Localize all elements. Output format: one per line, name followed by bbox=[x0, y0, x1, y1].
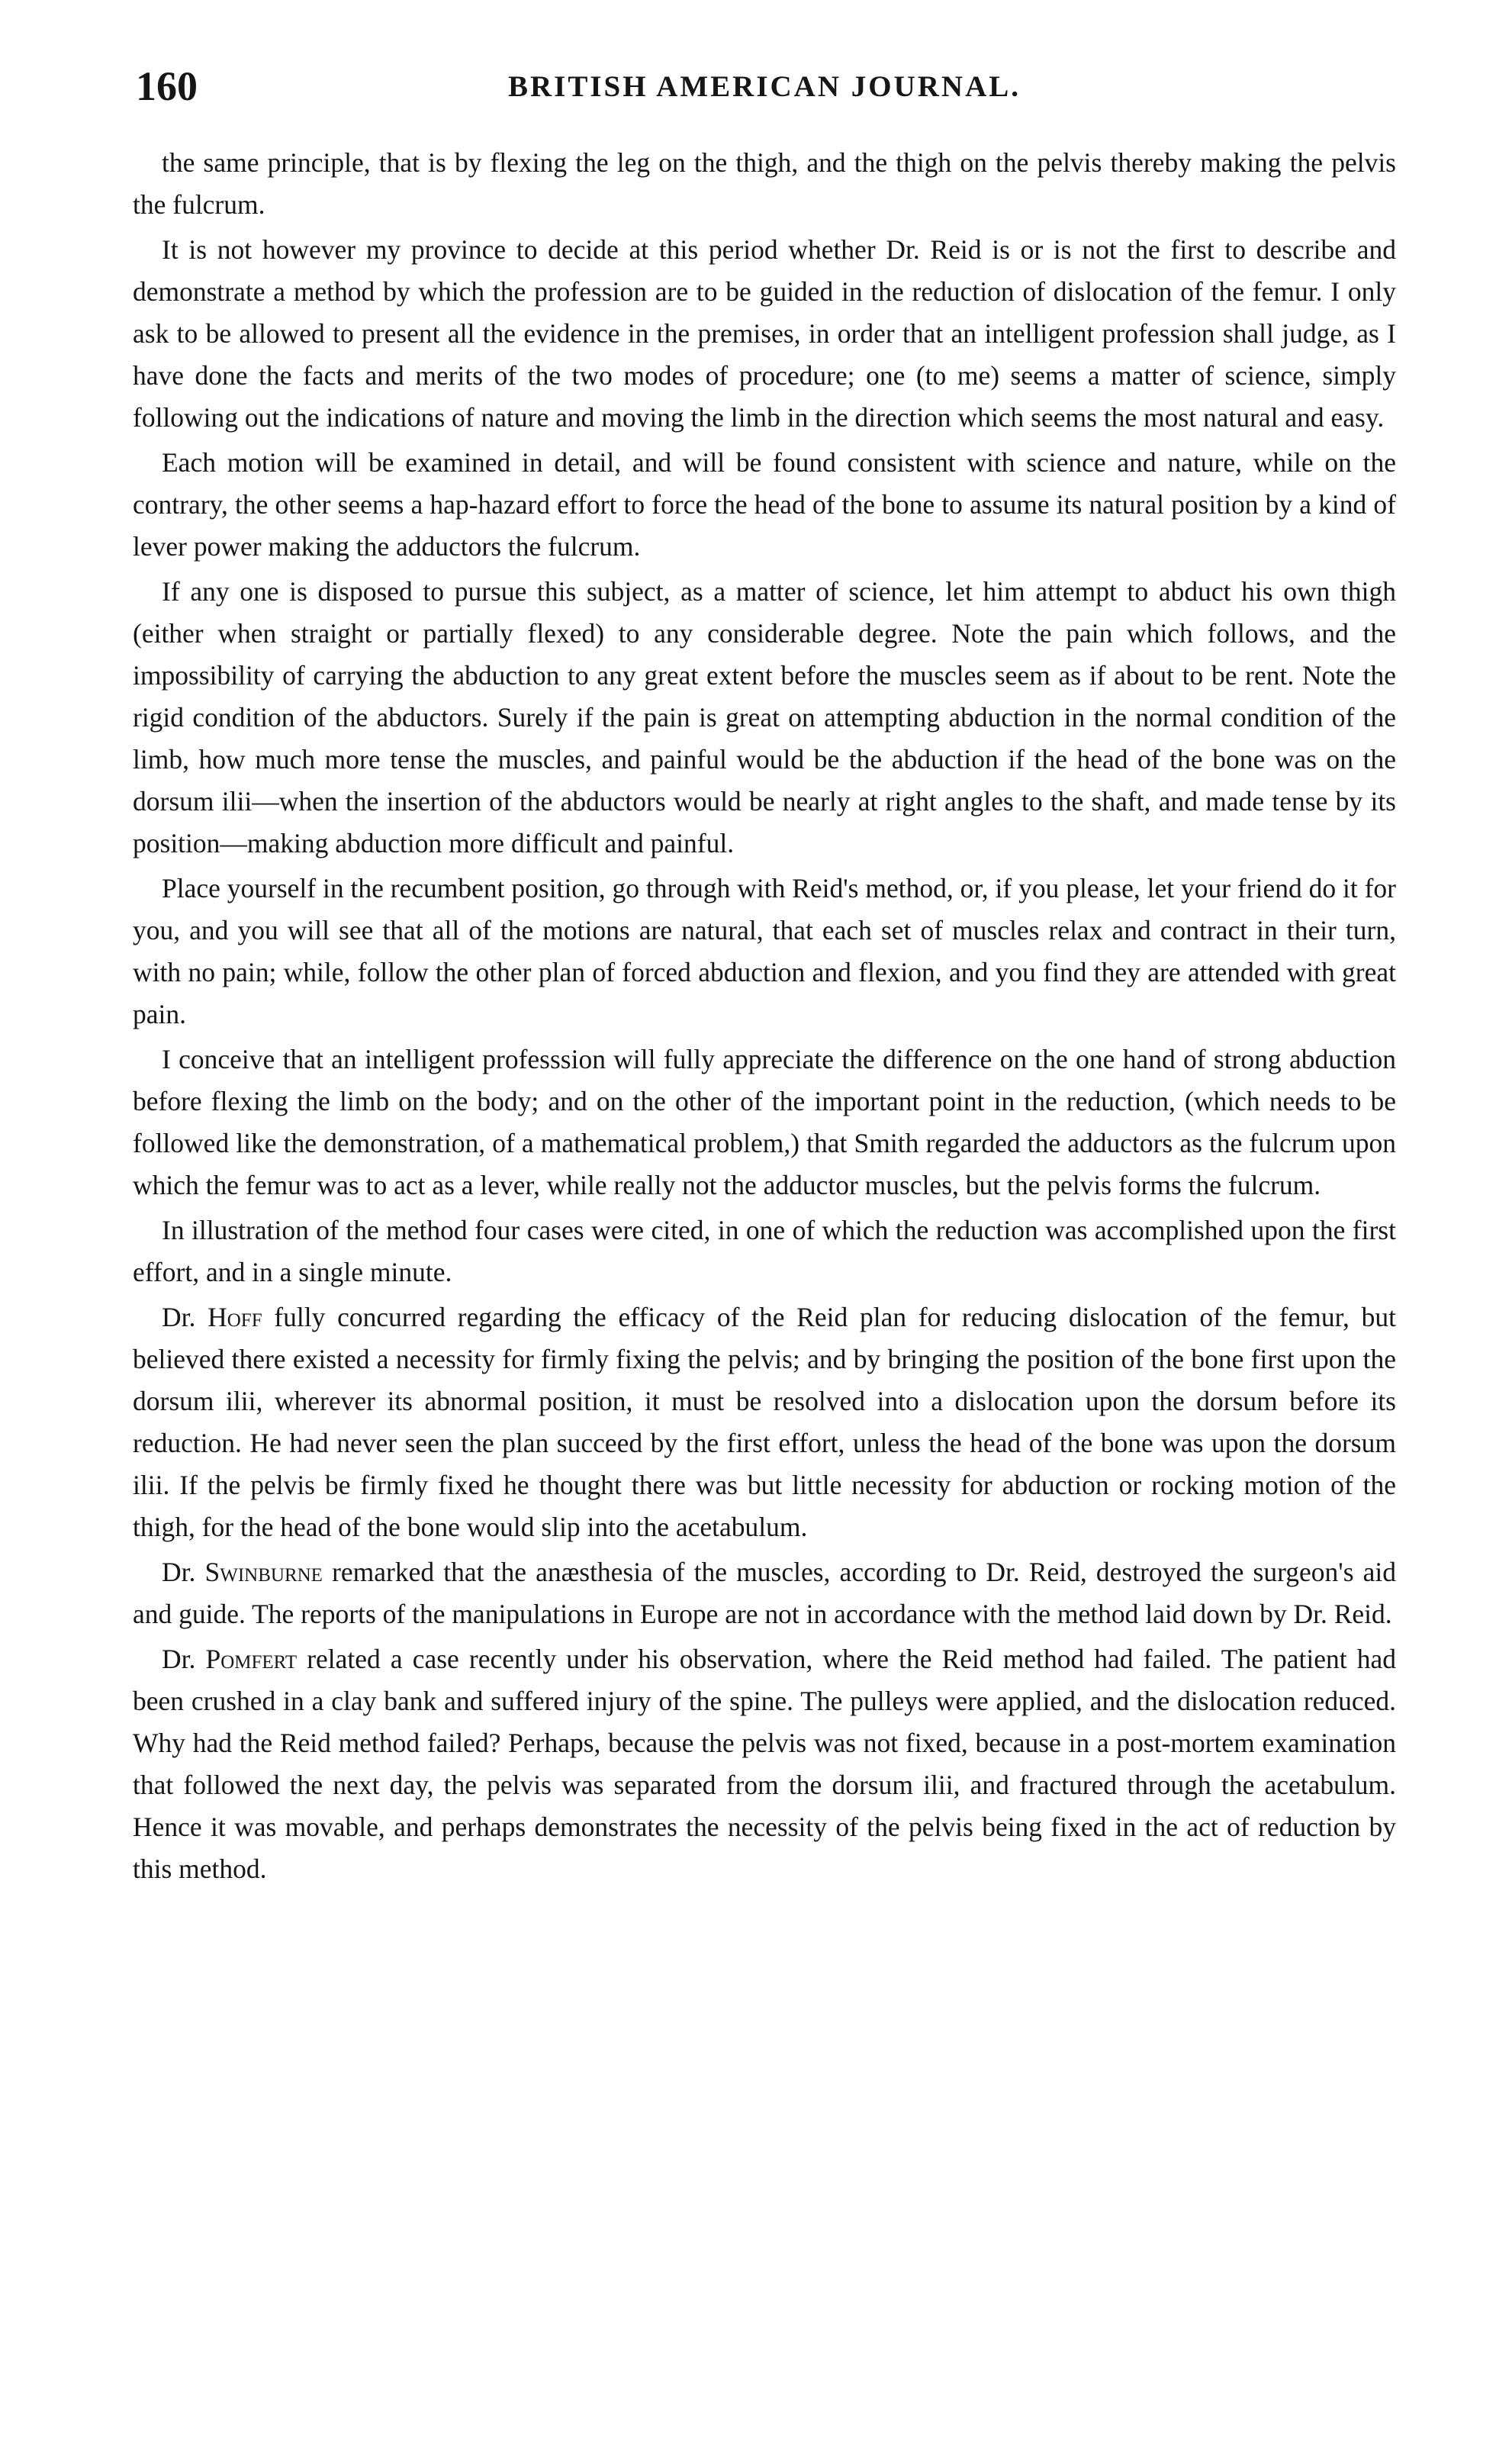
paragraph-text: In illustration of the method four cases were cited, in one of which the reduction was accomplished upon the first effort, and in a single minute. bbox=[133, 1215, 1396, 1287]
speaker-name: Swinburne bbox=[204, 1557, 323, 1587]
paragraph-text: the same principle, that is by flexing the leg on the thigh, and the thigh on the pelvis thereby making the pelvis the fulcrum. bbox=[133, 147, 1396, 220]
paragraph-text: remarked that the anæsthesia of the muscles, according to Dr. Reid, destroyed the surgeon's aid and guide. The reports of the manipulations in Europe are not in accordance with the method laid down by Dr. Reid. bbox=[133, 1557, 1396, 1629]
paragraph-text: Each motion will be examined in detail, and will be found consistent with science and nature, while on the contrary, the other seems a hap-hazard effort to force the head of the bone to assume its natural position by a kind of lever power making the adductors the fulcrum. bbox=[133, 447, 1396, 562]
paragraph-4 bbox=[133, 571, 1396, 865]
speaker-name: Pomfert bbox=[205, 1644, 298, 1674]
speaker-prefix: Dr. bbox=[162, 1302, 208, 1332]
paragraph-1 bbox=[133, 142, 1396, 226]
paragraph-6 bbox=[133, 1039, 1396, 1206]
paragraph-5 bbox=[133, 868, 1396, 1035]
paragraph-text: If any one is disposed to pursue this subject, as a matter of science, let him attempt to abduct his own thigh (either when straight or partially flexed) to any considerable degree. Note the pain which follows, and the impossibility of carrying the abduction to any great extent before the muscles seem as if about to be rent. Note the rigid condition of the abductors. Surely if the pain is great on attempting abduction in the normal condition of the limb, how much more tense the muscles, and painful would be the abduction if the head of the bone was on the dorsum ilii—when the insertion of the abductors would be nearly at right angles to the shaft, and made tense by its position—making abduction more difficult and painful. bbox=[133, 576, 1396, 858]
paragraph-text: Place yourself in the recumbent position, go through with Reid's method, or, if you please, let your friend do it for you, and you will see that all of the motions are natural, that each set of muscles relax and contract in their turn, with no pain; while, follow the other plan of forced abduction and flexion, and you find they are attended with great pain. bbox=[133, 873, 1396, 1029]
paragraph-10 bbox=[133, 1638, 1396, 1890]
page-number: 160 bbox=[136, 63, 198, 109]
paragraph-3 bbox=[133, 442, 1396, 568]
speaker-name: Hoff bbox=[207, 1302, 262, 1332]
article-body bbox=[133, 142, 1396, 1893]
paragraph-text: It is not however my province to decide at this period whether Dr. Reid is or is not the first to describe and demonstrate a method by which the profession are to be guided in the reduction of dislocation of the femur. I only ask to be allowed to present all the evidence in the premises, in order that an intelligent profession shall judge, as I have done the facts and merits of the two modes of procedure; one (to me) seems a matter of science, simply following out the indications of nature and moving the limb in the direction which seems the most natural and easy. bbox=[133, 234, 1396, 433]
page-header bbox=[133, 60, 1396, 113]
paragraph-9 bbox=[133, 1551, 1396, 1635]
speaker-prefix: Dr. bbox=[162, 1644, 206, 1674]
paragraph-2 bbox=[133, 229, 1396, 439]
paragraph-text: I conceive that an intelligent professsion will fully appreciate the difference on the one hand of strong abduction before flexing the limb on the body; and on the other of the important point in the reduction, (which needs to be followed like the demonstration, of a mathematical problem,) that Smith regarded the adductors as the fulcrum upon which the femur was to act as a lever, while really not the adductor muscles, but the pelvis forms the fulcrum. bbox=[133, 1044, 1396, 1200]
paragraph-7 bbox=[133, 1209, 1396, 1293]
paragraph-8 bbox=[133, 1296, 1396, 1548]
running-title: BRITISH AMERICAN JOURNAL. bbox=[508, 70, 1021, 103]
speaker-prefix: Dr. bbox=[162, 1557, 205, 1587]
paragraph-text: fully concurred regarding the efficacy of the Reid plan for reducing dislocation of the femur, but believed there existed a necessity for firmly fixing the pelvis; and by bringing the position of the bone first upon the dorsum ilii, wherever its abnormal position, it must be resolved into a dislocation upon the dorsum before its reduction. He had never seen the plan succeed by the first effort, unless the head of the bone was upon the dorsum ilii. If the pelvis be firmly fixed he thought there was but little necessity for abduction or rocking motion of the thigh, for the head of the bone would slip into the acetabulum. bbox=[133, 1302, 1396, 1542]
paragraph-text: related a case recently under his observation, where the Reid method had failed. The patient had been crushed in a clay bank and suffered injury of the spine. The pulleys were applied, and the dislocation reduced. Why had the Reid method failed? Perhaps, because the pelvis was not fixed, because in a post-mortem examination that followed the next day, the pelvis was separated from the dorsum ilii, and fractured through the acetabulum. Hence it was movable, and perhaps demonstrates the necessity of the pelvis being fixed in the act of reduction by this method. bbox=[133, 1644, 1396, 1884]
